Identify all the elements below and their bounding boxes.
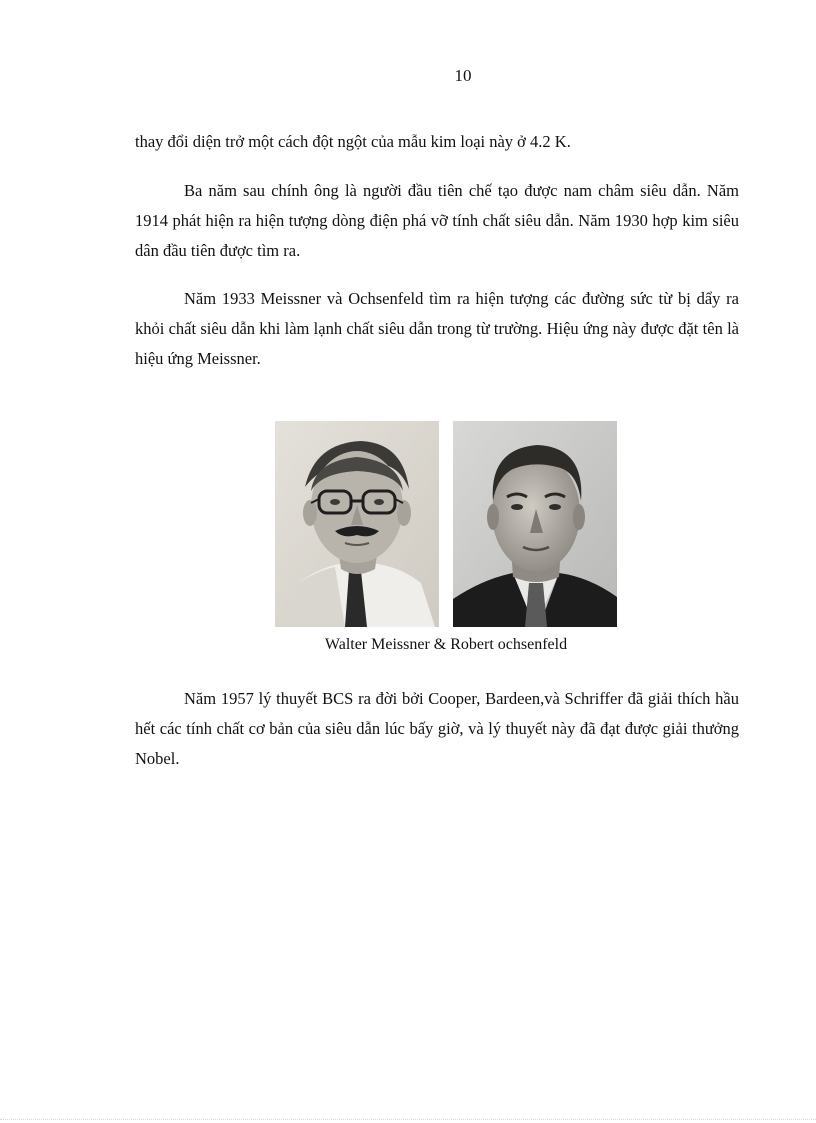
page-bottom-divider (0, 1119, 816, 1120)
page-number: 10 (454, 66, 472, 85)
photo-robert-ochsenfeld (453, 421, 617, 627)
photo-walter-meissner (275, 421, 439, 627)
paragraph-meissner-effect: Năm 1933 Meissner và Ochsenfeld tìm ra hiện tượng các đường sức từ bị dẩy ra khỏi chất siêu dẫn khi làm lạnh chất siêu dẫn trong từ trường. Hiệu ứng này được đặt tên là hiệu ứng Meissner. (135, 289, 739, 368)
paragraph-continuation: thay đổi diện trở một cách đột ngột của mẫu kim loại này ở 4.2 K. (135, 132, 571, 151)
paragraph-bcs-theory: Năm 1957 lý thuyết BCS ra đời bởi Cooper, Bardeen,và Schriffer đã giải thích hầu hết các tính chất cơ bản của siêu dẫn lúc bấy giờ, và lý thuyết này đã đạt được giải thưởng Nobel. (135, 689, 739, 768)
paragraph-kamerlingh-onnes: Ba năm sau chính ông là người đầu tiên chế tạo được nam châm siêu dẫn. Năm 1914 phát hiện ra hiện tượng dòng điện phá vỡ tính chất siêu dẫn. Năm 1930 hợp kim siêu dân đầu tiên được tìm ra. (135, 181, 739, 260)
figure-caption: Walter Meissner & Robert ochsenfeld (324, 636, 568, 653)
